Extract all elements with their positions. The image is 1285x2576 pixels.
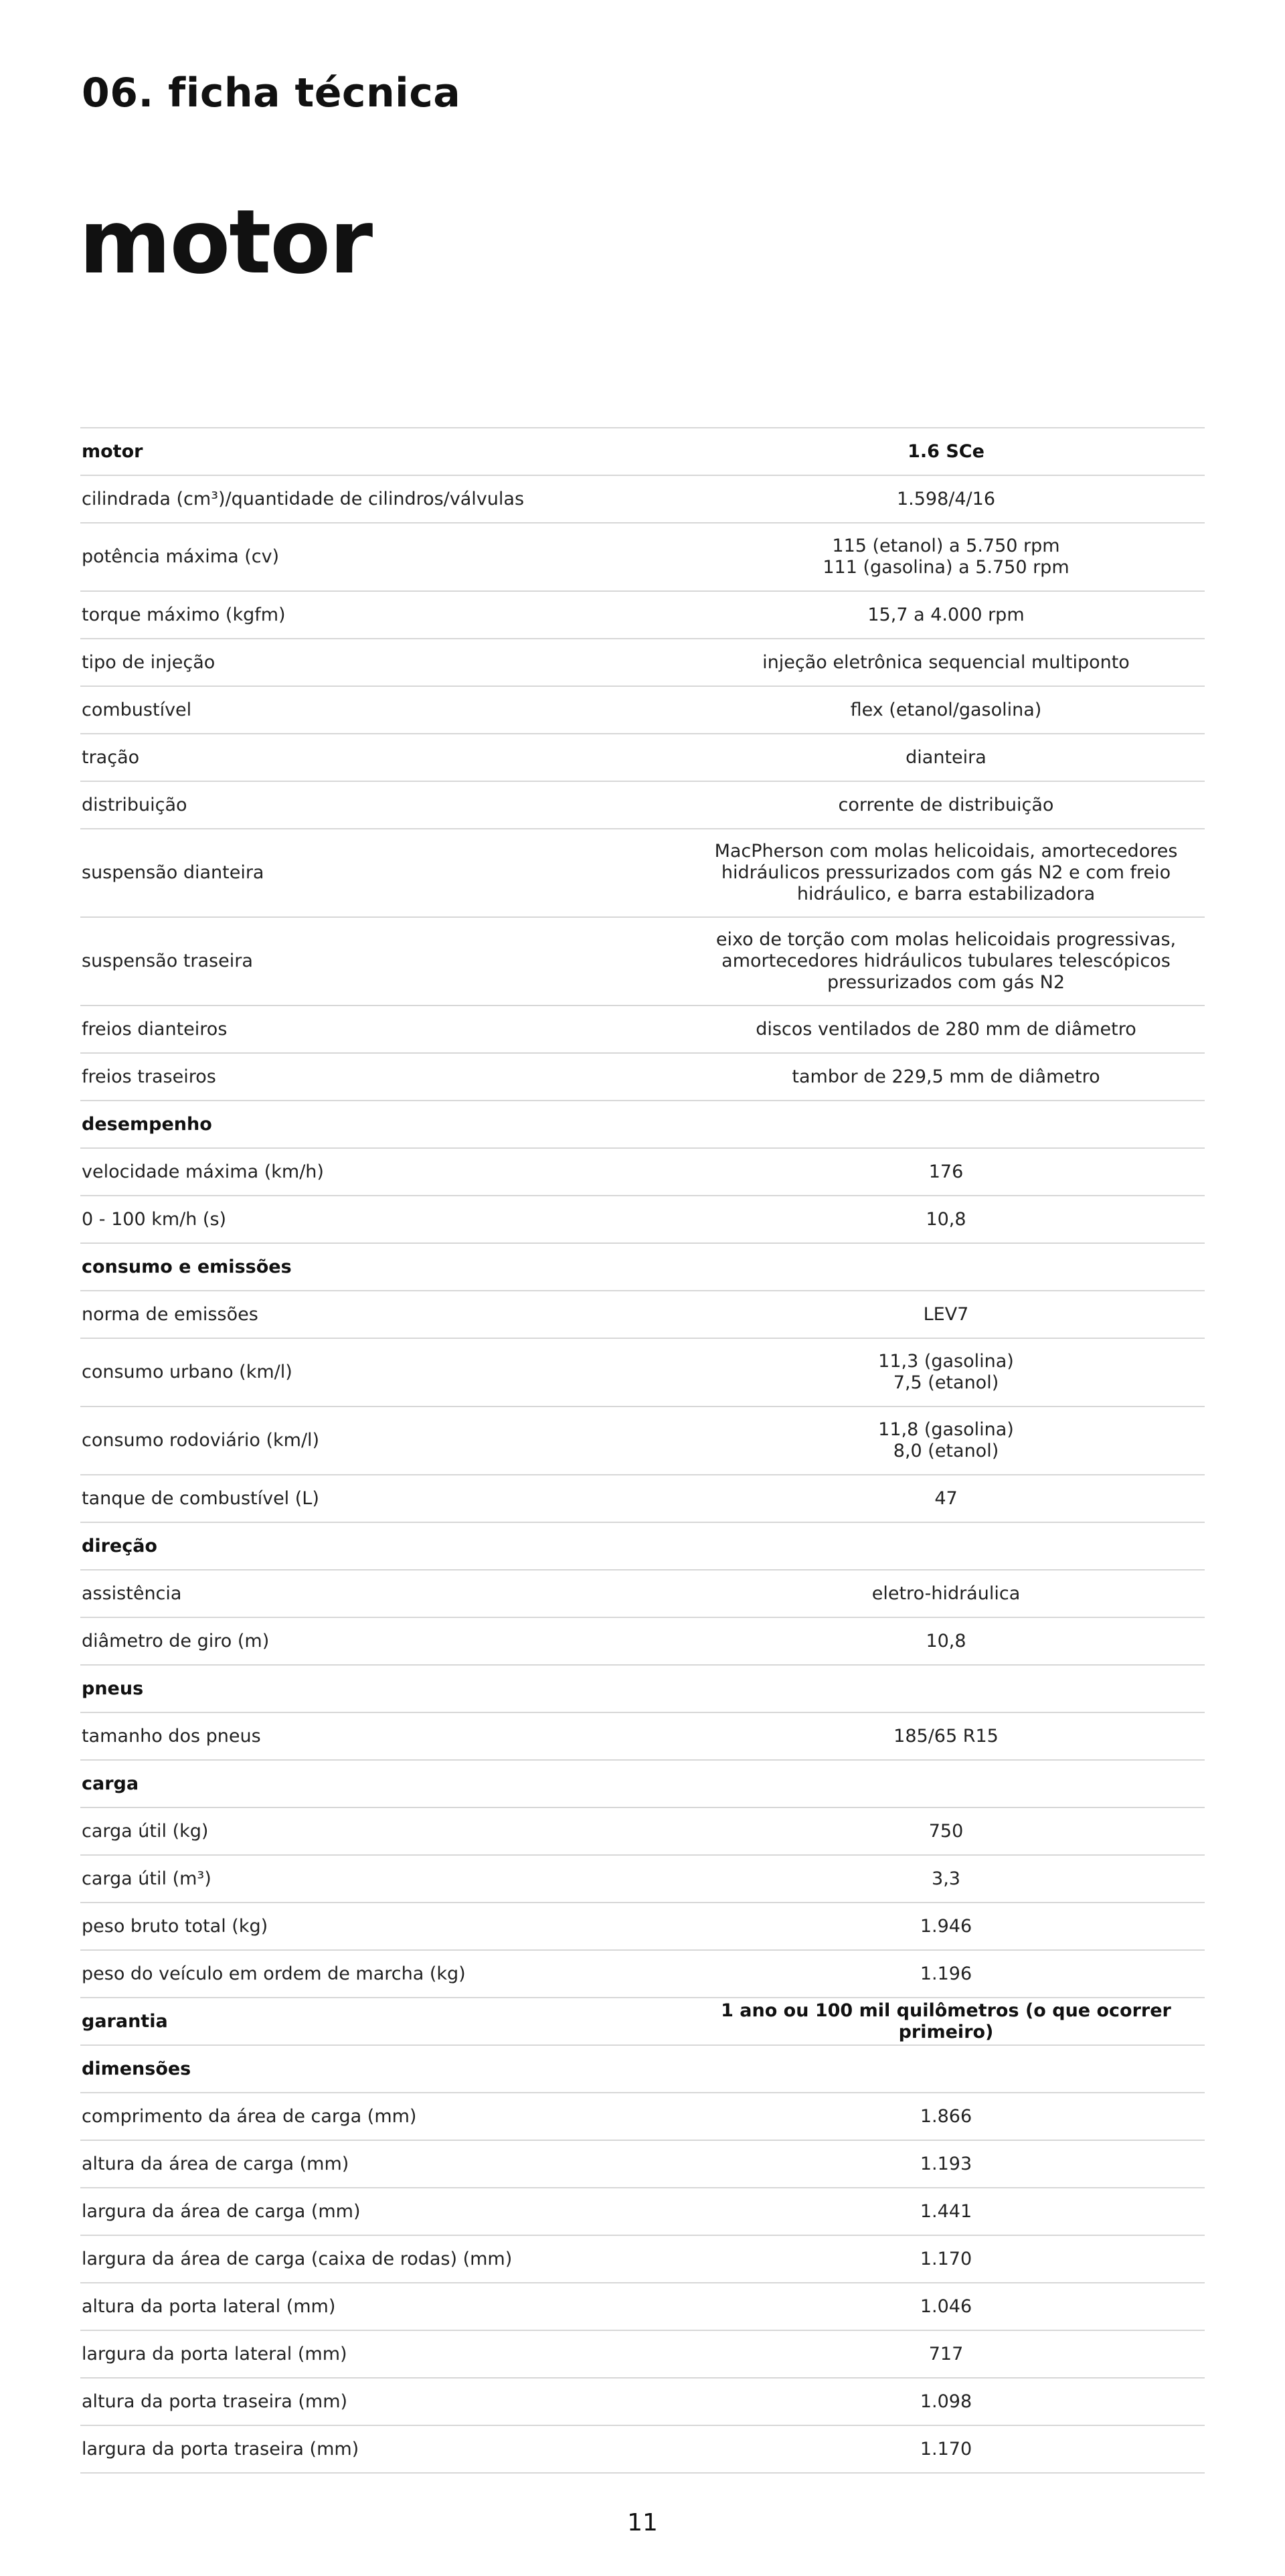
row-value: [687, 1243, 1205, 1291]
row-value: injeção eletrônica sequencial multiponto: [687, 639, 1205, 686]
table-row: [80, 1570, 1205, 1617]
table-row: [80, 2425, 1205, 2473]
header-value: 1.6 SCe: [687, 428, 1205, 475]
row-label: potência máxima (cv): [80, 523, 687, 591]
row-value: 15,7 a 4.000 rpm: [687, 591, 1205, 639]
row-value: 1.046: [687, 2283, 1205, 2330]
row-label: velocidade máxima (km/h): [80, 1148, 687, 1196]
table-row: [80, 734, 1205, 781]
row-value: corrente de distribuição: [687, 781, 1205, 829]
table-row: [80, 2140, 1205, 2188]
section-label-cell: pneus: [80, 1665, 687, 1712]
section-row: [80, 1522, 1205, 1570]
table-row: [80, 523, 1205, 591]
row-value: [687, 2045, 1205, 2093]
section-row: [80, 1665, 1205, 1712]
section-label-cell: carga: [80, 1760, 687, 1807]
row-value: 1.193: [687, 2140, 1205, 2188]
row-label: largura da porta lateral (mm): [80, 2330, 687, 2378]
table-row: [80, 1903, 1205, 1950]
row-value: 1.946: [687, 1903, 1205, 1950]
row-label: altura da porta lateral (mm): [80, 2283, 687, 2330]
table-row: [80, 2235, 1205, 2283]
table-row: [80, 591, 1205, 639]
row-label: diâmetro de giro (m): [80, 1617, 687, 1665]
row-value: 10,8: [687, 1196, 1205, 1243]
row-value: [687, 1760, 1205, 1807]
table-row: [80, 781, 1205, 829]
table-row: [80, 1617, 1205, 1665]
table-row: [80, 475, 1205, 523]
table-row: [80, 1406, 1205, 1475]
row-value: 1.196: [687, 1950, 1205, 1998]
row-label: carga útil (kg): [80, 1807, 687, 1855]
section-label-cell: consumo e emissões: [80, 1243, 687, 1291]
row-value: 10,8: [687, 1617, 1205, 1665]
section-label: 06. ficha técnica: [82, 70, 461, 116]
row-value: 11,3 (gasolina) 7,5 (etanol): [687, 1338, 1205, 1406]
spec-table: [80, 427, 1205, 2474]
table-row: [80, 1807, 1205, 1855]
section-label-cell: dimensões: [80, 2045, 687, 2093]
table-row: [80, 2330, 1205, 2378]
row-label: 0 - 100 km/h (s): [80, 1196, 687, 1243]
table-row: [80, 1855, 1205, 1903]
row-label: altura da área de carga (mm): [80, 2140, 687, 2188]
page-title: motor: [79, 191, 372, 294]
row-label: tamanho dos pneus: [80, 1712, 687, 1760]
row-value: [687, 1101, 1205, 1148]
row-label: largura da porta traseira (mm): [80, 2425, 687, 2473]
row-value: 750: [687, 1807, 1205, 1855]
row-value: 47: [687, 1475, 1205, 1522]
section-label-cell: desempenho: [80, 1101, 687, 1148]
row-label: norma de emissões: [80, 1291, 687, 1338]
row-label: assistência: [80, 1570, 687, 1617]
row-value: 3,3: [687, 1855, 1205, 1903]
row-label: largura da área de carga (mm): [80, 2188, 687, 2235]
row-label: consumo rodoviário (km/l): [80, 1406, 687, 1475]
row-label: suspensão dianteira: [80, 829, 687, 917]
row-value: 176: [687, 1148, 1205, 1196]
row-value: flex (etanol/gasolina): [687, 686, 1205, 734]
table-header-row: [80, 428, 1205, 475]
row-label: largura da área de carga (caixa de rodas) (mm): [80, 2235, 687, 2283]
row-value: discos ventilados de 280 mm de diâmetro: [687, 1005, 1205, 1053]
page-number: 11: [627, 2509, 658, 2537]
section-row: [80, 2045, 1205, 2093]
row-value: tambor de 229,5 mm de diâmetro: [687, 1053, 1205, 1101]
row-label: carga útil (m³): [80, 1855, 687, 1903]
row-value: [687, 1665, 1205, 1712]
row-value: LEV7: [687, 1291, 1205, 1338]
table-row: [80, 686, 1205, 734]
row-value: [687, 1522, 1205, 1570]
row-label: suspensão traseira: [80, 917, 687, 1005]
section-row: [80, 1101, 1205, 1148]
table-row: [80, 1712, 1205, 1760]
table-row: [80, 2283, 1205, 2330]
table-row: [80, 917, 1205, 1005]
section-row: [80, 1998, 1205, 2045]
row-value: 1.170: [687, 2425, 1205, 2473]
table-row: [80, 639, 1205, 686]
table-row: [80, 1291, 1205, 1338]
table-row: [80, 829, 1205, 917]
table-row: [80, 1475, 1205, 1522]
row-value: 717: [687, 2330, 1205, 2378]
row-label: distribuição: [80, 781, 687, 829]
table-row: [80, 2188, 1205, 2235]
row-label: peso bruto total (kg): [80, 1903, 687, 1950]
row-label: altura da porta traseira (mm): [80, 2378, 687, 2425]
row-value: dianteira: [687, 734, 1205, 781]
row-label: consumo urbano (km/l): [80, 1338, 687, 1406]
row-label: tanque de combustível (L): [80, 1475, 687, 1522]
row-value: 1.598/4/16: [687, 475, 1205, 523]
row-value: 115 (etanol) a 5.750 rpm 111 (gasolina) a 5.750 rpm: [687, 523, 1205, 591]
row-label: freios traseiros: [80, 1053, 687, 1101]
row-value: 1.441: [687, 2188, 1205, 2235]
row-label: comprimento da área de carga (mm): [80, 2093, 687, 2140]
table-row: [80, 1338, 1205, 1406]
row-value: 185/65 R15: [687, 1712, 1205, 1760]
table-row: [80, 1196, 1205, 1243]
section-row: [80, 1243, 1205, 1291]
section-row: [80, 1760, 1205, 1807]
table-row: [80, 1053, 1205, 1101]
table-row: [80, 1005, 1205, 1053]
row-label: freios dianteiros: [80, 1005, 687, 1053]
row-label: peso do veículo em ordem de marcha (kg): [80, 1950, 687, 1998]
row-label: cilindrada (cm³)/quantidade de cilindros/válvulas: [80, 475, 687, 523]
row-label: tração: [80, 734, 687, 781]
row-value: eletro-hidráulica: [687, 1570, 1205, 1617]
row-value: MacPherson com molas helicoidais, amortecedores hidráulicos pressurizados com gás N2 e com freio hidráulico, e barra estabilizadora: [687, 829, 1205, 917]
table-row: [80, 1148, 1205, 1196]
row-value: 1.866: [687, 2093, 1205, 2140]
row-value: 11,8 (gasolina) 8,0 (etanol): [687, 1406, 1205, 1475]
table-row: [80, 2378, 1205, 2425]
header-label: motor: [80, 428, 687, 475]
row-value: 1.098: [687, 2378, 1205, 2425]
row-label: tipo de injeção: [80, 639, 687, 686]
section-label-cell: direção: [80, 1522, 687, 1570]
table-row: [80, 1950, 1205, 1998]
table-row: [80, 2093, 1205, 2140]
row-value: eixo de torção com molas helicoidais progressivas, amortecedores hidráulicos tubulares telescópicos pressurizados com gás N2: [687, 917, 1205, 1005]
row-value: 1 ano ou 100 mil quilômetros (o que ocorrer primeiro): [687, 1998, 1205, 2045]
row-label: combustível: [80, 686, 687, 734]
section-label-cell: garantia: [80, 1998, 687, 2045]
row-label: torque máximo (kgfm): [80, 591, 687, 639]
row-value: 1.170: [687, 2235, 1205, 2283]
